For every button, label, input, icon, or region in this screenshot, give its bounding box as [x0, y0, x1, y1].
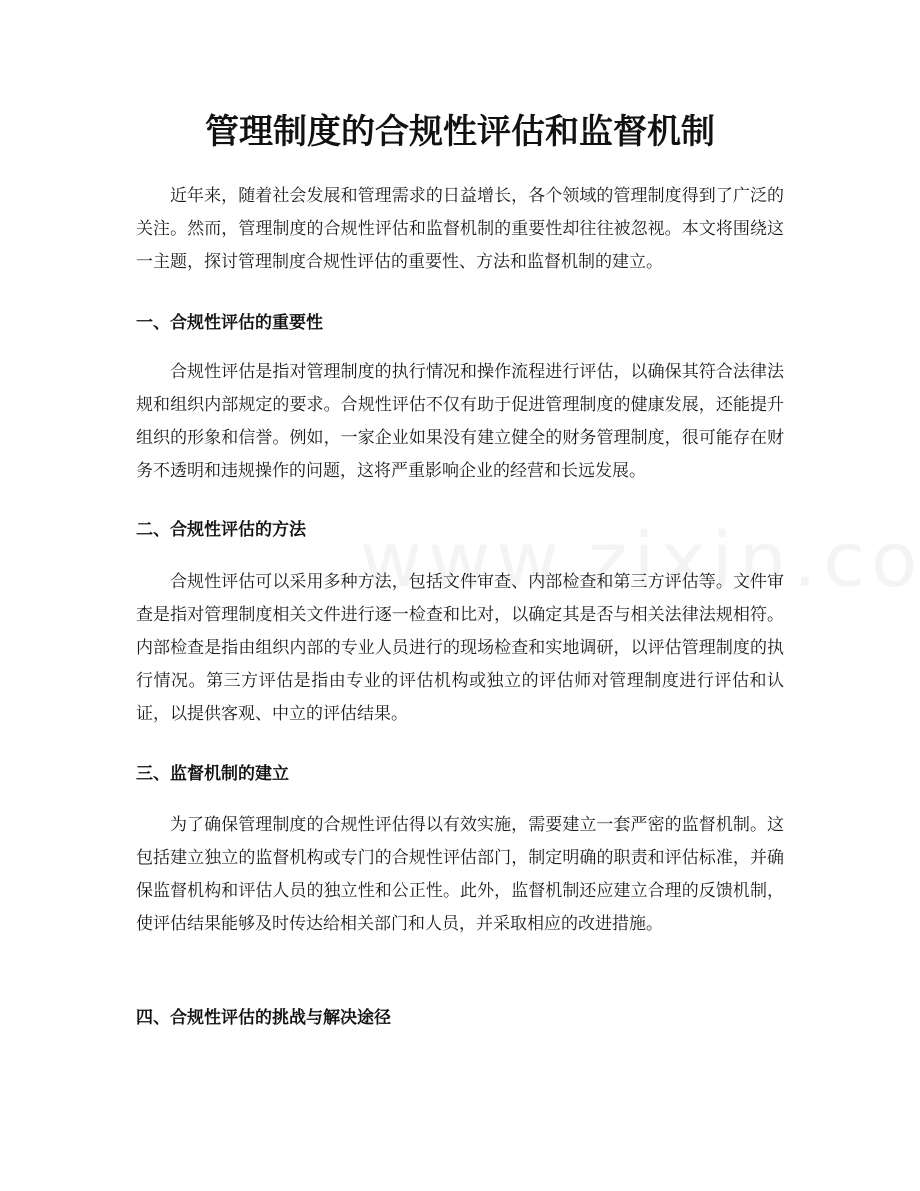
intro-paragraph: 近年来，随着社会发展和管理需求的日益增长，各个领域的管理制度得到了广泛的关注。然而，管理制度的合规性评估和监督机制的重要性却往往被忽视。本文将围绕这一主题，探讨管理制度合规性评估的重要性、方法和监督机制的建立。: [136, 186, 784, 272]
section-heading-2: 二、合规性评估的方法: [136, 520, 306, 540]
section-heading-1: 一、合规性评估的重要性: [136, 313, 323, 333]
section-body-1: 合规性评估是指对管理制度的执行情况和操作流程进行评估，以确保其符合法律法规和组织内部规定的要求。合规性评估不仅有助于促进管理制度的健康发展，还能提升组织的形象和信誉。例如，一家企业如果没有建立健全的财务管理制度，很可能存在财务不透明和违规操作的问题，这将严重影响企业的经营和长远发展。: [136, 362, 784, 481]
document-title: 管理制度的合规性评估和监督机制: [205, 112, 715, 152]
section-heading-4: 四、合规性评估的挑战与解决途径: [136, 1008, 391, 1028]
section-body-2: 合规性评估可以采用多种方法，包括文件审查、内部检查和第三方评估等。文件审查是指对管理制度相关文件进行逐一检查和比对，以确定其是否与相关法律法规相符。内部检查是指由组织内部的专业人员进行的现场检查和实地调研，以评估管理制度的执行情况。第三方评估是指由专业的评估机构或独立的评估师对管理制度进行评估和认证，以提供客观、中立的评估结果。: [136, 572, 784, 724]
section-heading-3: 三、监督机制的建立: [136, 764, 289, 784]
section-body-3: 为了确保管理制度的合规性评估得以有效实施，需要建立一套严密的监督机制。这包括建立独立的监督机构或专门的合规性评估部门，制定明确的职责和评估标准，并确保监督机构和评估人员的独立性和公正性。此外，监督机制还应建立合理的反馈机制，使评估结果能够及时传达给相关部门和人员，并采取相应的改进措施。: [136, 815, 784, 934]
